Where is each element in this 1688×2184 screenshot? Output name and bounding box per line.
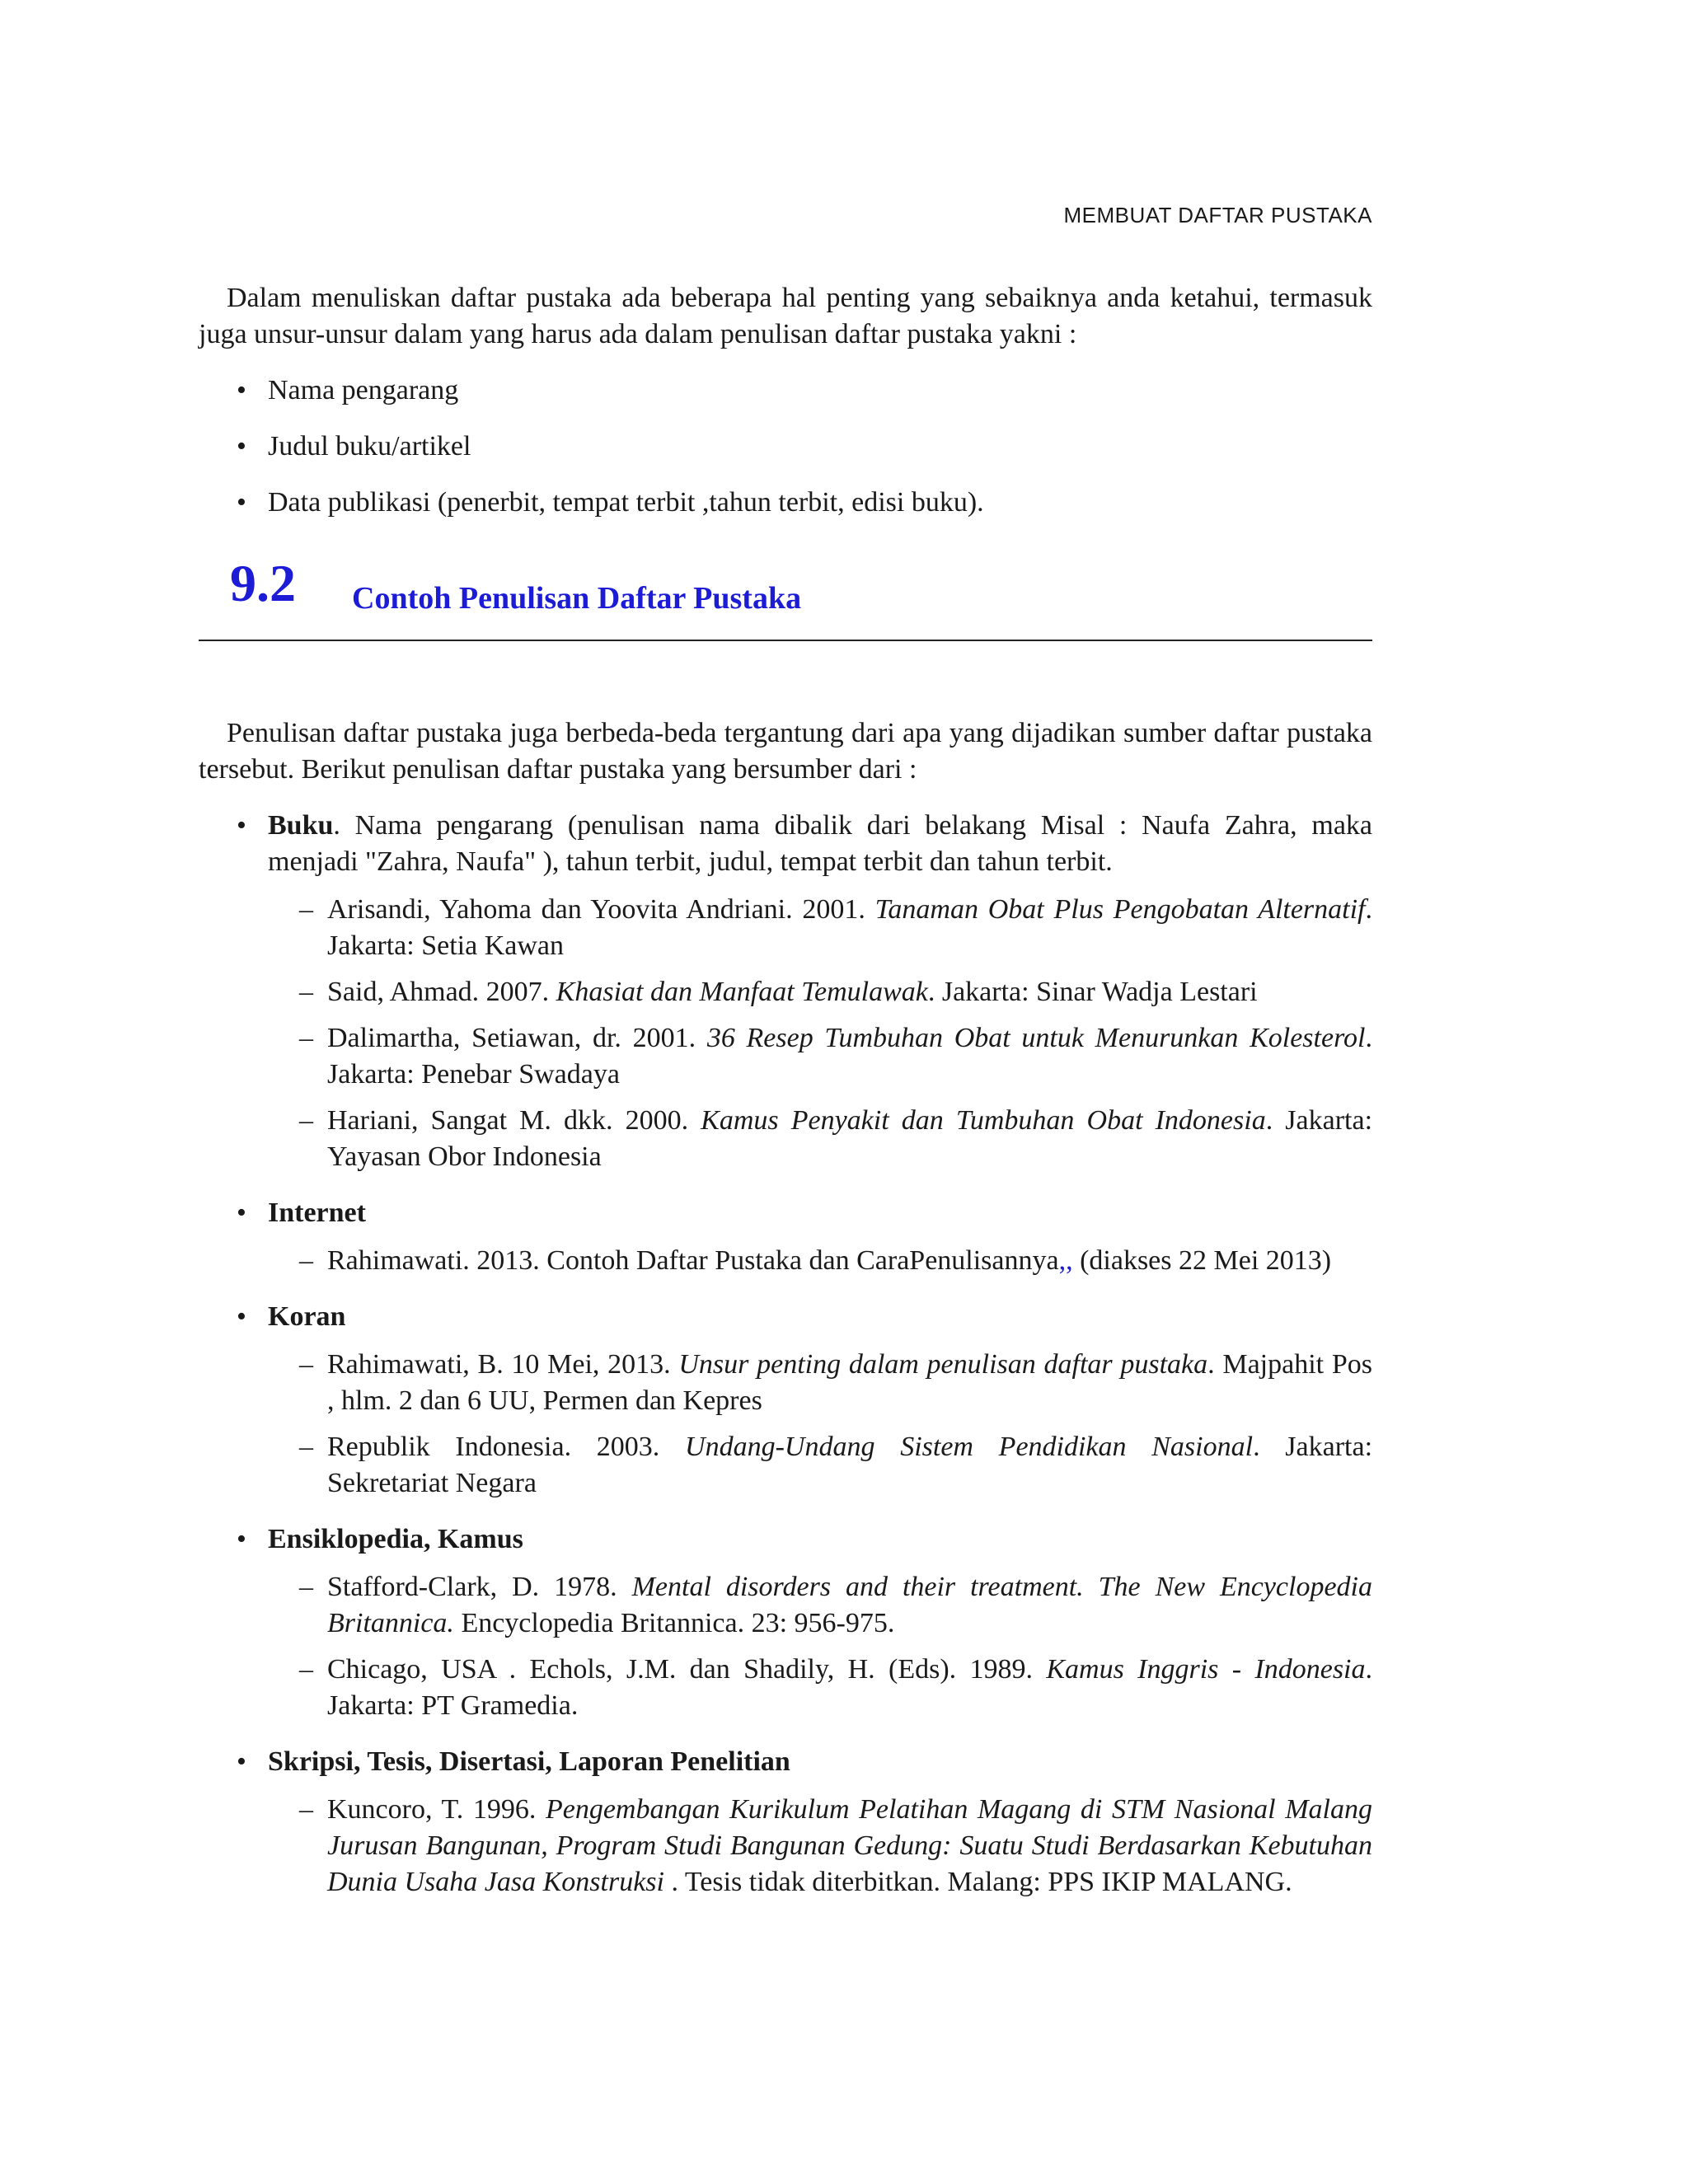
ref-publisher: . Majpahit Pos , hlm. 2 dan 6 UU, Permen dan Kepres — [327, 1349, 1372, 1416]
ref-title: Pengembangan Kurikulum Pelatihan Magang di STM Nasional Malang Jurusan Bangunan, Program Studi Bangunan Gedung: Suatu Studi Berdasarkan Kebutuhan Dunia Usaha Jasa Konstruksi — [327, 1794, 1372, 1897]
ref-author: Arisandi, Yahoma dan Yoovita Andriani. 2001. — [327, 894, 875, 925]
ref-author: Hariani, Sangat M. dkk. 2000. — [327, 1105, 701, 1136]
ref-publisher: . Jakarta: Sekretariat Negara — [327, 1432, 1373, 1498]
reference-item — [268, 1347, 1372, 1419]
ref-author: Kuncoro, T. 1996. — [327, 1794, 546, 1825]
ref-author: Said, Ahmad. 2007. — [327, 977, 556, 1007]
reference-item — [268, 974, 1372, 1010]
category-label: Ensiklopedia, Kamus — [268, 1524, 523, 1554]
ref-author: Rahimawati, B. 10 Mei, 2013. — [327, 1349, 679, 1380]
reference-item — [268, 1103, 1372, 1175]
source-list — [199, 808, 1372, 1900]
list-item-buku — [199, 808, 1372, 1175]
category-label: Skripsi, Tesis, Disertasi, Laporan Penelitian — [268, 1746, 790, 1777]
intro-list — [199, 373, 1372, 521]
ref-publisher: . Jakarta: Sinar Wadja Lestari — [927, 977, 1258, 1007]
running-header: MEMBUAT DAFTAR PUSTAKA — [1063, 203, 1372, 227]
ref-author: Chicago, USA . Echols, J.M. dan Shadily, H. (Eds). 1989. — [327, 1654, 1047, 1685]
ref-title: Khasiat dan Manfaat Temulawak — [556, 977, 928, 1007]
ref-publisher: . Tesis tidak diterbitkan. Malang: PPS IKIP MALANG. — [663, 1867, 1292, 1897]
reference-item — [268, 1792, 1372, 1900]
category-description: . Nama pengarang (penulisan nama dibalik dari belakang Misal : Naufa Zahra, maka menjadi "Zahra, Naufa" ), tahun terbit, judul, tempat terbit dan tahun terbit. — [268, 810, 1372, 877]
reference-item — [268, 1243, 1372, 1279]
ref-access-date: (diakses 22 Mei 2013) — [1072, 1245, 1332, 1276]
ref-publisher: Encyclopedia Britannica. 23: 956-975. — [453, 1608, 895, 1638]
ref-title: Mental disorders and their treatment. The New Encyclopedia Britannica. — [327, 1572, 1372, 1638]
list-item: • Data publikasi (penerbit, tempat terbit ,tahun terbit, edisi buku). — [199, 485, 1372, 521]
ref-author: Dalimartha, Setiawan, dr. 2001. — [327, 1023, 707, 1053]
ref-title: Tanaman Obat Plus Pengobatan Alternatif — [874, 894, 1366, 925]
ref-author: Stafford-Clark, D. 1978. — [327, 1572, 632, 1602]
ref-title: Undang-Undang Sistem Pendidikan Nasional — [685, 1432, 1254, 1462]
ref-title: Kamus Inggris - Indonesia — [1046, 1654, 1366, 1685]
reference-list — [268, 1792, 1372, 1900]
page-content — [199, 280, 1372, 1900]
ref-publisher: . Jakarta: Penebar Swadaya — [327, 1023, 1372, 1090]
ref-link[interactable]: ,, — [1058, 1245, 1073, 1276]
reference-list — [268, 1243, 1372, 1279]
intro-paragraph: Dalam menuliskan daftar pustaka ada beberapa hal penting yang sebaiknya anda ketahui, termasuk juga unsur-unsur dalam yang harus ada dalam penulisan daftar pustaka yakni : — [199, 283, 1372, 349]
category-label: Koran — [268, 1301, 346, 1332]
ref-publisher: . Jakarta: Yayasan Obor Indonesia — [327, 1105, 1373, 1172]
reference-list — [268, 1569, 1372, 1724]
reference-item — [268, 892, 1372, 964]
category-label: Buku — [268, 810, 334, 841]
reference-list — [268, 1347, 1372, 1502]
ref-title: Unsur penting dalam penulisan daftar pustaka — [678, 1349, 1208, 1380]
list-item-ensiklopedia — [199, 1521, 1372, 1724]
reference-list — [268, 892, 1372, 1175]
list-item-skripsi — [199, 1744, 1372, 1900]
section-title: Contoh Penulisan Daftar Pustaka — [352, 581, 802, 616]
list-item: • Judul buku/artikel — [199, 429, 1372, 465]
list-item: • Nama pengarang — [199, 373, 1372, 409]
reference-item — [268, 1429, 1372, 1502]
ref-title: 36 Resep Tumbuhan Obat untuk Menurunkan Kolesterol — [706, 1023, 1366, 1053]
ref-author: Republik Indonesia. 2003. — [327, 1432, 686, 1462]
ref-publisher: . Jakarta: Setia Kawan — [327, 894, 1372, 961]
section-number: 9.2 — [230, 554, 296, 612]
ref-title: Kamus Penyakit dan Tumbuhan Obat Indonesia — [701, 1105, 1266, 1136]
section-heading — [199, 554, 1372, 641]
list-item-koran — [199, 1299, 1372, 1502]
ref-publisher: . Jakarta: PT Gramedia. — [327, 1654, 1372, 1721]
ref-text: Rahimawati. 2013. Contoh Daftar Pustaka dan CaraPenulisannya — [327, 1245, 1059, 1276]
category-label: Internet — [268, 1197, 366, 1228]
reference-item — [268, 1569, 1372, 1642]
list-item-internet — [199, 1195, 1372, 1279]
reference-item — [268, 1652, 1372, 1724]
section-paragraph: Penulisan daftar pustaka juga berbeda-beda tergantung dari apa yang dijadikan sumber daftar pustaka tersebut. Berikut penulisan daftar pustaka yang bersumber dari : — [199, 718, 1372, 785]
reference-item — [268, 1020, 1372, 1093]
